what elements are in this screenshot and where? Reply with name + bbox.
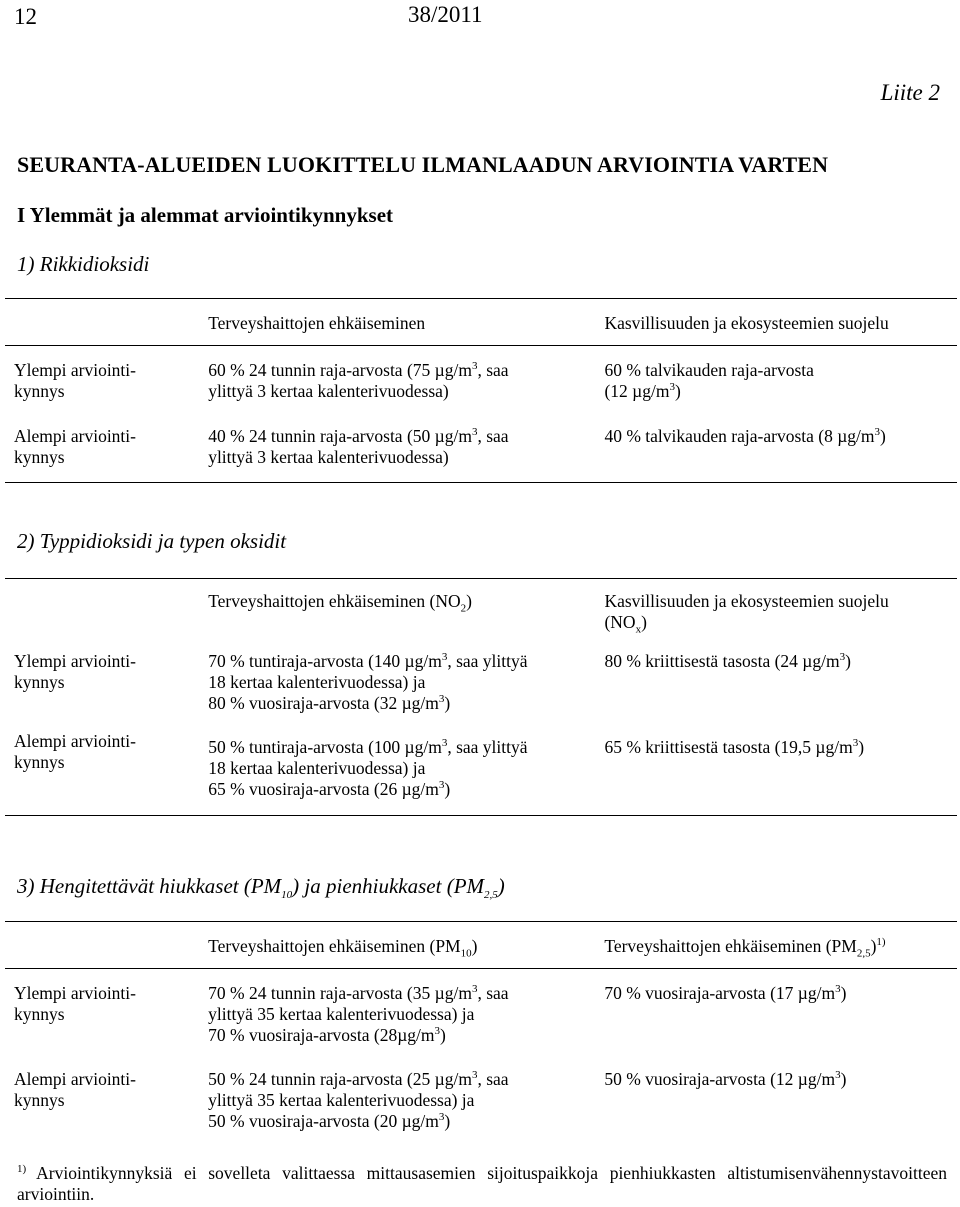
column-header-health: Terveyshaittojen ehkäiseminen $(NO_2)$	[208, 579, 604, 636]
cell-health-lower: 50 % tuntiraja-arvosta (100 $\mu g/m^3$, saa ylittyä 18 kertaa kalenterivuodessa) ja 65 % vuosiraja-arvosta (26 $\mu g/m^3$)	[208, 729, 604, 816]
document-title: SEURANTA-ALUEIDEN LUOKITTELU ILMANLAADUN ARVIOINTIA VARTEN	[17, 152, 829, 177]
appendix-label: Liite 2	[880, 80, 940, 105]
section-heading-sulfur-dioxide: 1) Rikkidioksidi	[17, 252, 150, 276]
page-number: 12	[14, 4, 37, 29]
column-header-pm10: Terveyshaittojen ehkäiseminen $(PM_{10})$	[208, 922, 604, 969]
cell-health-upper: 70 % tuntiraja-arvosta (140 $\mu g/m^3$, saa ylittyä 18 kertaa kalenterivuodessa) ja 80 % vuosiraja-arvosta (32 $\mu g/m^3$)	[208, 651, 528, 713]
cell-pm10-upper: 70 % 24 tunnin raja-arvosta (35 $\mu g/m^3$, saa ylittyä 35 kertaa kalenterivuodessa) ja 70 % vuosiraja-arvosta $(28\mu g/m^3)$	[208, 969, 604, 1064]
table-nitrogen-dioxide	[5, 578, 957, 816]
table-row	[5, 729, 957, 816]
footnote-marker: 1)	[17, 1163, 27, 1176]
footnote-text: Arviointikynnyksiä ei sovelleta valittaessa mittausasemien sijoituspaikkoja pienhiukkasten altistumisenvähennystavoitteen arviointiin.	[17, 1163, 947, 1204]
table-header-row	[5, 579, 957, 636]
column-header-pm25: Terveyshaittojen ehkäiseminen $(PM_{2,5})^{1)}$	[604, 922, 957, 969]
row-label-upper-threshold: Ylempi arviointi- kynnys	[14, 651, 136, 692]
section-heading-nitrogen-dioxide: 2) Typpidioksidi ja typen oksidit	[17, 529, 287, 553]
table-particulates	[5, 921, 957, 1147]
table-row	[5, 422, 957, 483]
table-row	[5, 1063, 957, 1147]
cell-health-lower: 40 % 24 tunnin raja-arvosta (50 $\mu g/m^3$, saa ylittyä 3 kertaa kalenterivuodessa)	[208, 422, 604, 483]
section-heading-particulates: 3) Hengitettävät hiukkaset $(PM_{10})$ ja pienhiukkaset $(PM_{2,5})$	[17, 874, 505, 902]
cell-vegetation-lower: 40 % talvikauden raja-arvosta (8 $\mu g/m^3$)	[604, 422, 957, 483]
row-label-lower-threshold: Alempi arviointi- kynnys	[14, 1069, 136, 1110]
row-label-lower-threshold: Alempi arviointi- kynnys	[5, 422, 208, 483]
column-header-vegetation: Kasvillisuuden ja ekosysteemien suojelu	[604, 299, 957, 346]
cell-pm25-upper: 70 % vuosiraja-arvosta (17 $\mu g/m^3$)	[604, 969, 957, 1064]
table-row	[5, 635, 957, 729]
footnote	[17, 1163, 947, 1205]
column-header-health: Terveyshaittojen ehkäiseminen	[208, 299, 604, 346]
document-subtitle: I Ylemmät ja alemmat arviointikynnykset	[17, 203, 394, 227]
cell-vegetation-upper: 60 % talvikauden raja-arvosta (12 $\mu g/m^3$)	[604, 346, 957, 423]
table-row	[5, 969, 957, 1064]
cell-health-upper: 60 % 24 tunnin raja-arvosta (75 $\mu g/m^3$, saa ylittyä 3 kertaa kalenterivuodessa)	[208, 346, 604, 423]
table-header-row	[5, 922, 957, 969]
row-label-upper-threshold: Ylempi arviointi- kynnys	[5, 969, 208, 1064]
cell-vegetation-lower: 65 % kriittisestä tasosta (19,5 $\mu g/m^3$)	[604, 729, 957, 816]
cell-pm25-lower: 50 % vuosiraja-arvosta (12 $\mu g/m^3$)	[604, 1069, 847, 1089]
row-label-lower-threshold: Alempi arviointi- kynnys	[5, 729, 208, 816]
table-row	[5, 346, 957, 423]
issue-number: 38/2011	[408, 2, 483, 27]
cell-vegetation-upper: 80 % kriittisestä tasosta (24 $\mu g/m^3$)	[604, 651, 851, 671]
cell-pm10-lower: 50 % 24 tunnin raja-arvosta (25 $\mu g/m^3$, saa ylittyä 35 kertaa kalenterivuodessa) ja 50 % vuosiraja-arvosta (20 $\mu g/m^3$)	[208, 1069, 509, 1131]
table-sulfur-dioxide	[5, 298, 957, 483]
row-label-upper-threshold: Ylempi arviointi- kynnys	[5, 346, 208, 423]
column-header-vegetation: Kasvillisuuden ja ekosysteemien suojelu $(NO_x)$	[604, 579, 957, 636]
table-header-row	[5, 299, 957, 346]
